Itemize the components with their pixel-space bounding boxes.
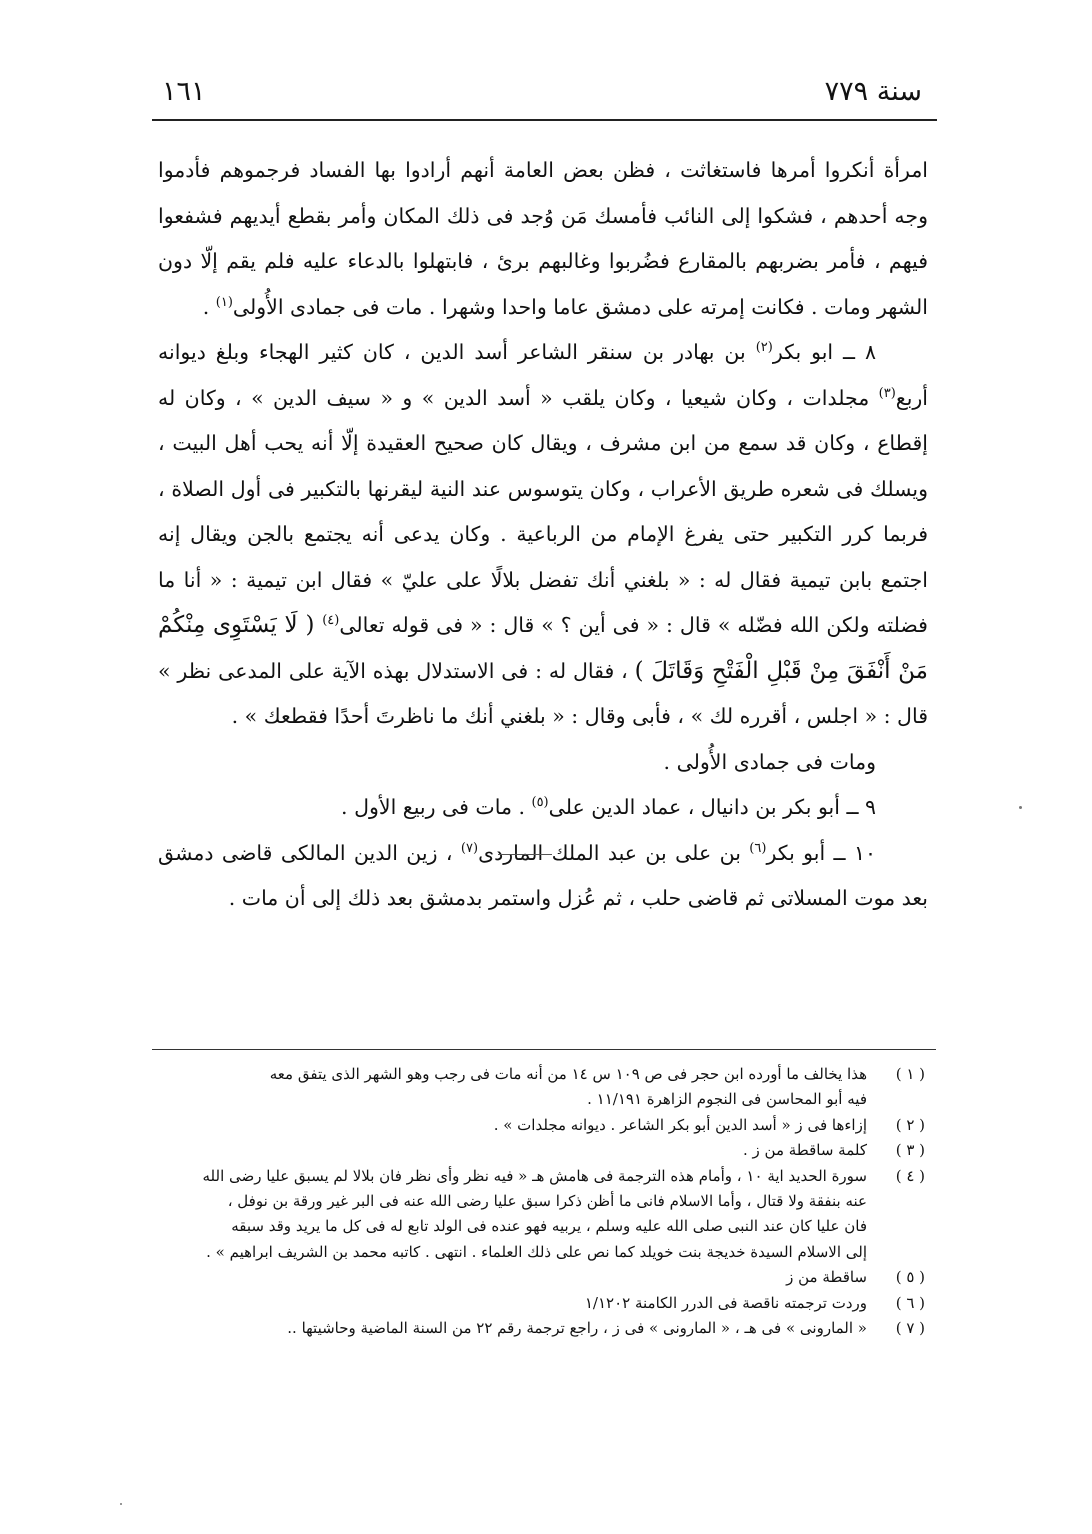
footnote-number: ( ١ ): [895, 1065, 925, 1083]
footnote-line: إلى الاسلام السيدة خديجة بنت خويلد كما نص على ذلك العلماء . انتهى . كاتبه محمد بن الشريف ابراهيم » .: [206, 1242, 867, 1261]
footnote-line: كلمة ساقطة من ز .: [742, 1141, 867, 1160]
footnote-item: [150, 1113, 925, 1138]
footnote-ref-2: (٢): [755, 340, 773, 356]
footnote-text: [150, 1265, 867, 1290]
footnote-number: ( ٤ ): [895, 1166, 925, 1185]
footnote-text: [150, 1164, 867, 1266]
entry-8-text-c: ، فقال له : فى الاستدلال بهذه الآية على المدعى نظر » قال : « اجلس ، أقرره لك » ، فأبى وقال : « بلغني أنك ما ناظرتَ أحدًا فقطعك » .: [158, 658, 928, 728]
footnote-line: هذا يخالف ما أورده ابن حجر فى ص ١٠٩ س ١٤ من أنه مات فى رجب وهو الشهر الذى يتفق معه: [269, 1065, 867, 1083]
footnote-item: [150, 1164, 925, 1266]
main-text: [158, 148, 928, 922]
entry-10-text-c: ، زين الدين المالكى قاضى دمشق بعد موت المسلاتى ثم قاضى حلب ، ثم عُزل واستمر بدمشق بعد ذلك إلى أن مات .: [158, 840, 928, 910]
decorative-short-rule: [498, 854, 552, 855]
footnote-text: [150, 1316, 867, 1341]
footnote-item: [150, 1265, 925, 1290]
footnote-item: [150, 1062, 925, 1113]
scan-speck: [120, 1503, 122, 1505]
quran-verse: ( لَا يَسْتَوِى مِنْكُمْ مَنْ أَنْفَقَ مِنْ قَبْلِ الْفَتْحِ وَقَاتَلَ ): [158, 612, 928, 684]
entry-10-text-b: بن على بن عبد الملك الماردى: [478, 840, 750, 865]
footnote-ref-6: (٦): [749, 840, 767, 856]
running-header-year: سنة ٧٧٩: [824, 76, 922, 107]
paragraph-1: [158, 148, 928, 330]
entry-8-number-name: ٨ ــ ابو بكر: [772, 340, 876, 364]
death-note: ومات فى جمادى الأُولى .: [663, 749, 876, 774]
footnote-line: فيه أبو المحاسن فى النجوم الزاهرة ١١/١٩١ .: [587, 1090, 867, 1109]
footnote-ref-3: (٣): [878, 385, 896, 401]
footnote-item: [150, 1138, 925, 1163]
footnote-number: ( ٢ ): [895, 1115, 925, 1134]
footnote-line: سورة الحديد اية ١٠ ، وأمام هذه الترجمة فى هامش هـ « فيه نظر وأى نظر فان بلالا لم يسبق عليا رضى الله: [202, 1166, 867, 1185]
footnote-item: [150, 1291, 925, 1316]
footnote-separator: [152, 1049, 936, 1050]
entry-9-text-a: ٩ ــ أبو بكر بن دانيال ، عماد الدين على: [548, 795, 876, 819]
footnote-line: فان عليا كان عند النبى صلى الله عليه وسلم ، يربيه فهو عنده فى الولد تابع له فى كل ما يريد وقد سبقه: [231, 1217, 867, 1236]
footnotes: [150, 1062, 925, 1341]
footnote-text: [150, 1062, 867, 1113]
footnote-line: إزاءها فى ز « أسد الدين أبو بكر الشاعر . ديوانه مجلدات » .: [493, 1115, 867, 1134]
footnote-number: ( ٥ ): [895, 1268, 925, 1287]
entry-10-text-a: ١٠ ــ أبو بكر: [766, 840, 876, 865]
header-rule: [152, 119, 937, 121]
entry-10: [158, 831, 928, 922]
entry-9-text-b: . مات فى ربيع الأول .: [341, 795, 532, 819]
footnote-text: [150, 1291, 867, 1316]
footnote-ref-1: (١): [215, 294, 233, 310]
footnote-number: ( ٣ ): [895, 1141, 925, 1160]
footnote-line: ساقطة من ز: [786, 1268, 867, 1287]
footnote-line: عنه بنفقة ولا قتال ، وأما الاسلام فانى ما أظن ذكرا سبق عليا رضى الله عنه فى البر غير ورقة بن نوفل ،: [227, 1192, 867, 1211]
footnote-text: [150, 1138, 867, 1163]
paragraph-1-end: .: [202, 294, 216, 319]
page-number: ١٦١: [162, 76, 206, 107]
footnote-ref-5: (٥): [531, 795, 549, 811]
footnote-number: ( ٦ ): [895, 1293, 925, 1312]
footnote-ref-7: (٧): [460, 840, 479, 856]
paragraph-1-text: امرأة أنكروا أمرها فاستغاثت ، فظن بعض العامة أنهم أرادوا بها الفساد فرجموهم فأدموا وجه أحدهم ، فشكوا إلى النائب فأمسك مَن وُجد فى ذلك المكان وأمر بقطع أيديهم فشفعوا فيهم ، فأمر بضربهم بالمقارع فضُربوا وغالبهم برئ ، فابتهلوا بالدعاء عليه فلم يقم إلّا دون الشهر ومات . فكانت إمرته على دمشق عاما واحدا وشهرا . مات فى جمادى الأُولى: [158, 158, 928, 319]
footnote-number: ( ٧ ): [895, 1319, 925, 1338]
footnote-line: « المارونى » فى هـ ، « المارونى » فى ز ، راجع ترجمة رقم ٢٢ من السنة الماضية وحاشيتها ..: [287, 1319, 867, 1338]
footnote-ref-4: (٤): [322, 613, 340, 629]
footnote-item: [150, 1316, 925, 1341]
entry-8: [158, 330, 928, 740]
scan-speck: [1019, 806, 1022, 809]
entry-8-text-a: بن بهادر بن سنقر الشاعر أسد الدين ، كان كثير الهجاء وبلغ ديوانه أربع: [158, 340, 928, 410]
footnote-line: وردت ترجمته ناقصة فى الدرر الكامنة ١/١٢٠٢: [584, 1293, 867, 1312]
footnote-text: [150, 1113, 867, 1138]
entry-8-text-b: مجلدات ، وكان شيعيا ، وكان يلقب « أسد الدين » و « سيف الدين » ، وكان له إقطاع ، وكان قد سمع من ابن مشرف ، ويقال كان صحيح العقيدة إلّا أنه يحب أهل البيت ، ويسلك فى شعره طريق الأعراب ، وكان يتوسوس عند النية ليقرنها بالتكبير فى أول الصلاة ، فربما كرر التكبير حتى يفرغ الإمام من الرباعية . وكان يدعى أنه يجتمع بالجن ويقال إنه اجتمع بابن تيمية فقال له : « بلغني أنك تفضل بلالًا على عليّ » فقال ابن تيمية : « أنا ما فضلته ولكن الله فضّله » قال : « فى أين ؟ » قال : « فى قوله تعالى: [158, 385, 928, 637]
entry-9: [158, 785, 928, 831]
